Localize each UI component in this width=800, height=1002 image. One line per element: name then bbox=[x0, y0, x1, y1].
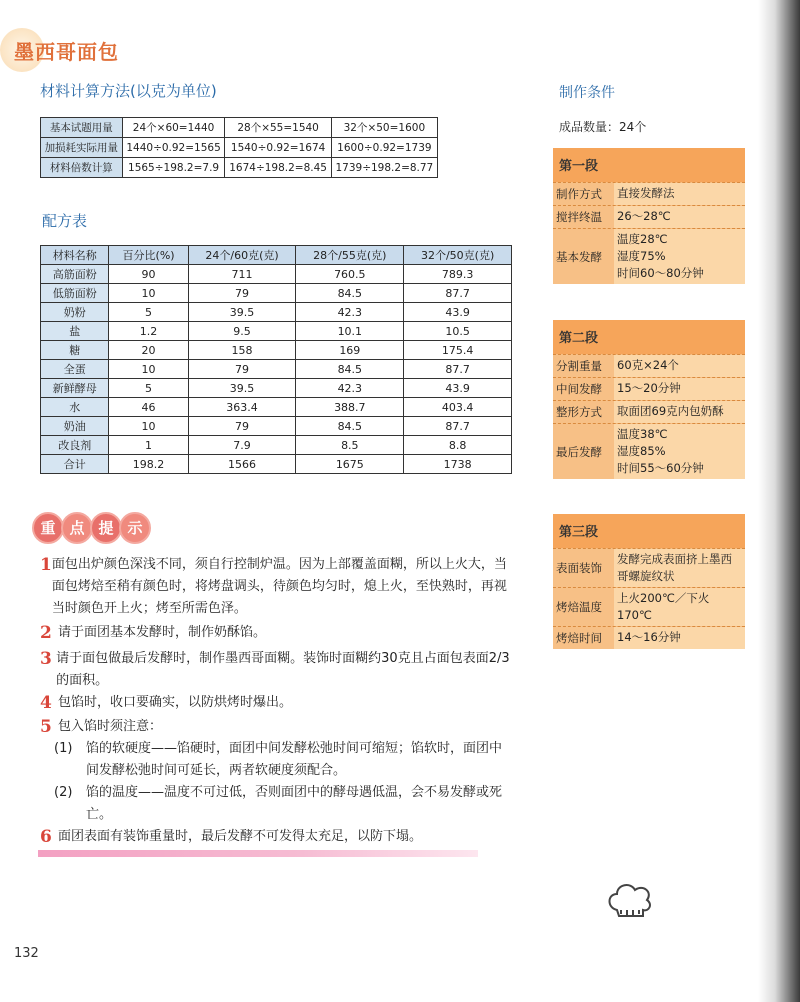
recipe-cell: 42.3 bbox=[296, 379, 404, 398]
recipe-table bbox=[40, 245, 512, 474]
ingredient-name: 水 bbox=[41, 398, 109, 417]
recipe-cell: 8.8 bbox=[404, 436, 512, 455]
recipe-cell: 43.9 bbox=[404, 303, 512, 322]
recipe-cell: 760.5 bbox=[296, 265, 404, 284]
stage-panel bbox=[553, 148, 745, 284]
stage-key: 整形方式 bbox=[556, 405, 602, 419]
ingredient-name: 全蛋 bbox=[41, 360, 109, 379]
ingredient-name: 奶油 bbox=[41, 417, 109, 436]
table-row bbox=[41, 118, 438, 138]
recipe-cell: 39.5 bbox=[188, 379, 296, 398]
recipe-cell: 90 bbox=[109, 265, 188, 284]
stage-value bbox=[614, 229, 745, 284]
recipe-cell: 87.7 bbox=[404, 360, 512, 379]
stage-value bbox=[614, 401, 745, 423]
stage-row bbox=[553, 548, 745, 587]
stage-row bbox=[553, 354, 745, 377]
sub-text: 馅的软硬度——馅硬时，面团中间发酵松弛时间可缩短；馅软时，面团中间发酵松弛时间可延长，两者软硬度须配合。 bbox=[86, 741, 503, 778]
column-header: 材料名称 bbox=[41, 246, 109, 265]
recipe-cell: 1566 bbox=[188, 455, 296, 474]
tip-number: 2 bbox=[40, 623, 52, 643]
recipe-cell: 10 bbox=[109, 284, 188, 303]
tip-text: 请于面包做最后发酵时，制作墨西哥面糊。装饰时面糊约30克且占面包表面2/3的面积。 bbox=[56, 651, 510, 688]
stage-row bbox=[553, 228, 745, 284]
stage-key: 最后发酵 bbox=[556, 444, 602, 459]
tip-text: 包馅时，收口要确实，以防烘烤时爆出。 bbox=[58, 695, 293, 710]
stage-key: 搅拌终温 bbox=[556, 210, 602, 224]
recipe-cell: 1.2 bbox=[109, 322, 188, 341]
column-header: 32个/50克(克) bbox=[404, 246, 512, 265]
stage-value-line: 上火200℃／下火170℃ bbox=[617, 591, 710, 622]
recipe-cell: 363.4 bbox=[188, 398, 296, 417]
tip-item bbox=[40, 692, 510, 714]
tip-subitem bbox=[54, 738, 504, 782]
table-row bbox=[41, 322, 512, 341]
stage-row bbox=[553, 182, 745, 205]
ingredient-name: 奶粉 bbox=[41, 303, 109, 322]
calc-cell: 1600÷0.92=1739 bbox=[331, 138, 437, 158]
stage-value-line: 温度28℃ bbox=[617, 232, 668, 246]
table-header-row bbox=[41, 246, 512, 265]
tips-banner-char: 提 bbox=[90, 512, 122, 544]
stage-value bbox=[614, 424, 745, 479]
calc-cell: 32个×50=1600 bbox=[331, 118, 437, 138]
calc-cell: 24个×60=1440 bbox=[122, 118, 225, 138]
stage-key: 烤焙时间 bbox=[556, 631, 602, 645]
recipe-cell: 87.7 bbox=[404, 417, 512, 436]
stage-row bbox=[553, 377, 745, 400]
ingredient-name: 合计 bbox=[41, 455, 109, 474]
tip-number: 1 bbox=[40, 555, 52, 575]
recipe-cell: 42.3 bbox=[296, 303, 404, 322]
column-header: 百分比(%) bbox=[109, 246, 188, 265]
calc-cell: 1674÷198.2=8.45 bbox=[225, 158, 331, 178]
stage-key: 制作方式 bbox=[556, 187, 602, 201]
recipe-cell: 9.5 bbox=[188, 322, 296, 341]
stage-value bbox=[614, 206, 745, 228]
stage-panel bbox=[553, 514, 745, 649]
table-row bbox=[41, 284, 512, 303]
column-header: 24个/60克(克) bbox=[188, 246, 296, 265]
tip-item bbox=[40, 554, 510, 620]
tip-item bbox=[40, 622, 510, 644]
calc-label: 材料倍数计算 bbox=[41, 158, 123, 178]
stage-title: 第一段 bbox=[553, 151, 745, 182]
recipe-cell: 7.9 bbox=[188, 436, 296, 455]
recipe-cell: 79 bbox=[188, 360, 296, 379]
calc-cell: 1440÷0.92=1565 bbox=[122, 138, 225, 158]
table-row bbox=[41, 265, 512, 284]
stage-key: 表面装饰 bbox=[556, 561, 602, 575]
recipe-cell: 1738 bbox=[404, 455, 512, 474]
table-row bbox=[41, 436, 512, 455]
table-row bbox=[41, 303, 512, 322]
table-row bbox=[41, 455, 512, 474]
stage-value bbox=[614, 183, 745, 205]
decorative-bar bbox=[38, 850, 478, 857]
stage-value bbox=[614, 549, 745, 587]
stage-value bbox=[614, 355, 745, 377]
recipe-cell: 43.9 bbox=[404, 379, 512, 398]
recipe-cell: 5 bbox=[109, 303, 188, 322]
table-row bbox=[41, 398, 512, 417]
stage-value-line: 直接发酵法 bbox=[617, 186, 675, 200]
stage-value-line: 哥螺旋纹状 bbox=[617, 569, 675, 583]
recipe-cell: 20 bbox=[109, 341, 188, 360]
recipe-cell: 403.4 bbox=[404, 398, 512, 417]
stage-panel bbox=[553, 320, 745, 479]
ingredient-name: 盐 bbox=[41, 322, 109, 341]
stage-value-line: 温度38℃ bbox=[617, 427, 668, 441]
stage-value-line: 14～16分钟 bbox=[617, 630, 681, 644]
stage-row bbox=[553, 205, 745, 228]
tip-text: 面包出炉颜色深浅不同，须自行控制炉温。因为上部覆盖面糊，所以上火大，当面包烤焙至稍有颜色时，将烤盘调头，待颜色均匀时，熄上火，至快熟时，再视当时颜色开上火；烤至所需色泽。 bbox=[51, 557, 507, 616]
table-row bbox=[41, 417, 512, 436]
stage-key: 中间发酵 bbox=[556, 382, 602, 396]
stage-value-line: 发酵完成表面挤上墨西 bbox=[617, 552, 732, 566]
recipe-cell: 10.1 bbox=[296, 322, 404, 341]
recipe-cell: 711 bbox=[188, 265, 296, 284]
tips-banner-char: 示 bbox=[119, 512, 151, 544]
tip-text: 请于面团基本发酵时，制作奶酥馅。 bbox=[58, 625, 267, 640]
recipe-cell: 1 bbox=[109, 436, 188, 455]
ingredient-name: 糖 bbox=[41, 341, 109, 360]
recipe-cell: 158 bbox=[188, 341, 296, 360]
tips-banner bbox=[32, 512, 162, 544]
recipe-cell: 87.7 bbox=[404, 284, 512, 303]
stage-row bbox=[553, 587, 745, 626]
stage-row bbox=[553, 400, 745, 423]
stage-key: 烤焙温度 bbox=[556, 600, 602, 614]
table-row bbox=[41, 379, 512, 398]
recipe-cell: 175.4 bbox=[404, 341, 512, 360]
recipe-cell: 10 bbox=[109, 417, 188, 436]
book-spine-shadow bbox=[758, 0, 800, 1002]
tip-number: 6 bbox=[40, 827, 52, 847]
tips-banner-char: 点 bbox=[61, 512, 93, 544]
recipe-heading: 配方表 bbox=[42, 212, 88, 230]
stage-value bbox=[614, 627, 745, 649]
calc-cell: 1540÷0.92=1674 bbox=[225, 138, 331, 158]
tip-number: 4 bbox=[40, 693, 52, 713]
tips-banner-char: 重 bbox=[32, 512, 64, 544]
stage-key: 分割重量 bbox=[556, 359, 602, 373]
chef-hat-icon bbox=[605, 880, 655, 920]
tip-item bbox=[40, 826, 510, 848]
column-header: 28个/55克(克) bbox=[296, 246, 404, 265]
conditions-heading: 制作条件 bbox=[559, 85, 615, 101]
tip-item bbox=[40, 716, 510, 738]
recipe-cell: 46 bbox=[109, 398, 188, 417]
sub-label: (2) bbox=[54, 785, 73, 800]
sub-text: 馅的温度——温度不可过低，否则面团中的酵母遇低温，会不易发酵或死亡。 bbox=[86, 785, 503, 822]
tip-text: 面团表面有装饰重量时，最后发酵不可发得太充足，以防下塌。 bbox=[58, 829, 423, 844]
stage-row bbox=[553, 423, 745, 479]
calc-heading: 材料计算方法(以克为单位) bbox=[40, 82, 217, 100]
stage-title: 第三段 bbox=[553, 517, 745, 548]
calc-table bbox=[40, 117, 438, 178]
sub-label: (1) bbox=[54, 741, 73, 756]
quantity-text: 成品数量：24个 bbox=[559, 120, 647, 134]
ingredient-name: 新鲜酵母 bbox=[41, 379, 109, 398]
stage-value-line: 26～28℃ bbox=[617, 209, 671, 223]
stage-value-line: 时间60～80分钟 bbox=[617, 266, 704, 280]
recipe-cell: 789.3 bbox=[404, 265, 512, 284]
stage-value-line: 60克×24个 bbox=[617, 358, 679, 372]
tip-item bbox=[40, 648, 510, 692]
page-number: 132 bbox=[14, 946, 39, 961]
stage-row bbox=[553, 626, 745, 649]
recipe-cell: 1675 bbox=[296, 455, 404, 474]
recipe-cell: 84.5 bbox=[296, 284, 404, 303]
recipe-cell: 39.5 bbox=[188, 303, 296, 322]
table-row bbox=[41, 341, 512, 360]
calc-cell: 28个×55=1540 bbox=[225, 118, 331, 138]
page-title: 墨西哥面包 bbox=[14, 40, 119, 64]
stage-value-line: 湿度85% bbox=[617, 444, 666, 458]
table-row bbox=[41, 360, 512, 379]
ingredient-name: 低筋面粉 bbox=[41, 284, 109, 303]
tip-subitem bbox=[54, 782, 504, 826]
stage-title: 第二段 bbox=[553, 323, 745, 354]
recipe-cell: 10 bbox=[109, 360, 188, 379]
recipe-cell: 388.7 bbox=[296, 398, 404, 417]
recipe-cell: 79 bbox=[188, 284, 296, 303]
tip-number: 3 bbox=[40, 649, 52, 669]
stage-value-line: 时间55～60分钟 bbox=[617, 461, 704, 475]
stage-key: 基本发酵 bbox=[556, 249, 602, 264]
recipe-cell: 8.5 bbox=[296, 436, 404, 455]
recipe-cell: 5 bbox=[109, 379, 188, 398]
ingredient-name: 高筋面粉 bbox=[41, 265, 109, 284]
calc-label: 基本试题用量 bbox=[41, 118, 123, 138]
tip-number: 5 bbox=[40, 717, 52, 737]
recipe-cell: 169 bbox=[296, 341, 404, 360]
stage-value-line: 取面团69克内包奶酥 bbox=[617, 404, 724, 418]
stage-value bbox=[614, 588, 745, 626]
recipe-cell: 79 bbox=[188, 417, 296, 436]
calc-cell: 1565÷198.2=7.9 bbox=[122, 158, 225, 178]
stage-value-line: 湿度75% bbox=[617, 249, 666, 263]
recipe-cell: 10.5 bbox=[404, 322, 512, 341]
calc-label: 加损耗实际用量 bbox=[41, 138, 123, 158]
table-row bbox=[41, 138, 438, 158]
stage-value bbox=[614, 378, 745, 400]
recipe-cell: 84.5 bbox=[296, 360, 404, 379]
stage-value-line: 15～20分钟 bbox=[617, 381, 681, 395]
recipe-cell: 84.5 bbox=[296, 417, 404, 436]
ingredient-name: 改良剂 bbox=[41, 436, 109, 455]
table-row bbox=[41, 158, 438, 178]
recipe-cell: 198.2 bbox=[109, 455, 188, 474]
calc-cell: 1739÷198.2=8.77 bbox=[331, 158, 437, 178]
tip-text: 包入馅时须注意： bbox=[58, 719, 163, 734]
